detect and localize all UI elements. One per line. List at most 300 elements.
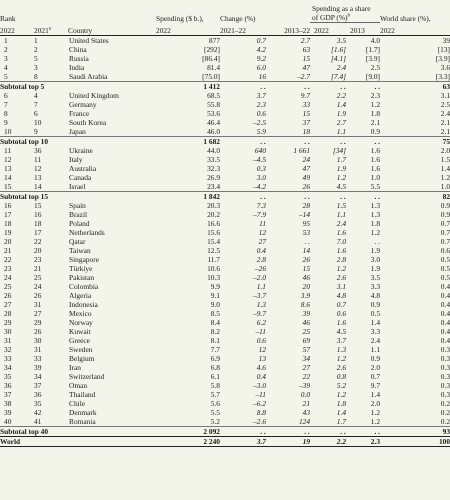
table-row (0, 54, 450, 63)
gdp-2022-cell: 1.9 (336, 109, 347, 118)
gdp-2013-cell: 2.1 (370, 118, 381, 127)
change-2021-22-cell: 6.0 (256, 63, 267, 72)
rank-2021-cell: 8 (34, 72, 38, 81)
spending-cell: 81.4 (207, 63, 221, 72)
rank-2021-cell: 33 (34, 354, 42, 363)
gdp-2022-cell: . . (310, 137, 346, 147)
change-2021-22-cell: 1.1 (256, 282, 267, 291)
gdp-2022-cell: 1.1 (336, 127, 347, 136)
gdp-2013-cell: 1.8 (370, 109, 381, 118)
gdp-2022-cell: 2.2 (336, 91, 347, 100)
gdp-2013-cell: 2.3 (346, 437, 380, 447)
rank-2021-cell: 29 (34, 318, 42, 327)
world-share-cell: [3.3] (435, 72, 450, 81)
change-2013-22-cell: 27 (302, 363, 311, 372)
gdp-2022-cell: 3.1 (336, 282, 347, 291)
table-row (0, 255, 450, 264)
gdp-2013-cell: 4.8 (370, 291, 381, 300)
gdp-2022-cell: [1.6] (331, 45, 347, 54)
rank-2022-cell: 28 (4, 309, 12, 318)
world-share-cell: 0.5 (440, 255, 450, 264)
gdp-2013-cell: [3.9] (365, 54, 381, 63)
change-2021-22-cell: –11 (255, 390, 267, 399)
rank-2022-cell: 11 (4, 146, 12, 155)
gdp-2013-cell: 1.9 (370, 246, 381, 255)
gdp-2022-cell: 1.6 (336, 246, 347, 255)
gdp-2013-cell: 1.2 (370, 228, 381, 237)
spending-cell: 53.6 (207, 109, 221, 118)
country-cell: Germany (69, 100, 97, 109)
change-2013-22-cell: 25 (302, 327, 311, 336)
rank-2021-cell: 37 (34, 381, 42, 390)
table-row (0, 246, 450, 255)
gdp-2022-cell: 1.9 (336, 164, 347, 173)
rank-2022-cell: 12 (4, 155, 12, 164)
row-label-cell: Subtotal top 15 (0, 192, 156, 202)
change-2021-22-cell: 7.3 (256, 201, 267, 210)
rank-2022-cell: 13 (4, 164, 12, 173)
change-2021-22-cell: –7.9 (253, 210, 267, 219)
row-label-cell: World (0, 437, 156, 447)
gdp-2022-cell: . . (310, 192, 346, 202)
rank-2021-cell: 20 (34, 246, 42, 255)
world-share-cell: 0.9 (440, 201, 450, 210)
country-cell: Ukraine (69, 146, 93, 155)
country-cell: Netherlands (69, 228, 105, 237)
change-2013-22-cell: 24 (302, 155, 311, 164)
gdp-2013-cell: . . (374, 237, 381, 246)
world-share-cell: 0.3 (440, 372, 450, 381)
spending-cell: 9.9 (210, 282, 221, 291)
table-row (0, 228, 450, 237)
rank-2021-cell: 3 (34, 63, 38, 72)
gdp-2022-cell: 2.8 (336, 255, 347, 264)
world-share-cell: 0.4 (440, 327, 450, 336)
world-share-cell: 0.4 (440, 318, 450, 327)
table-row (0, 417, 450, 427)
spending-cell: 10.6 (207, 264, 221, 273)
table-row (0, 381, 450, 390)
rank-2021-cell: 18 (34, 219, 42, 228)
change-2021-22-cell: 4.2 (256, 45, 267, 54)
change-2013-22-cell: 3.9 (300, 291, 311, 300)
rank-2021-cell: 36 (34, 146, 42, 155)
change-2021-22-cell: 6.2 (256, 318, 267, 327)
rank-header: Rank (0, 13, 16, 23)
country-cell: France (69, 109, 90, 118)
rank-2022-header: 2022 (0, 26, 15, 35)
spending-cell: 20.2 (207, 210, 221, 219)
country-cell: Mexico (69, 309, 92, 318)
table-row (0, 282, 450, 291)
change-2021-22-cell: 27 (258, 237, 267, 246)
change-2021-22-cell: –2.0 (253, 273, 267, 282)
rank-2022-cell: 35 (4, 372, 12, 381)
gdp-2013-cell: 1.6 (370, 146, 381, 155)
country-cell: India (69, 63, 85, 72)
rank-2021-cell: 31 (34, 345, 42, 354)
table-row (0, 210, 450, 219)
world-share-cell: 2.1 (440, 127, 450, 136)
rank-2022-cell: 1 (4, 36, 8, 45)
change-2013-22-cell: 46 (302, 318, 311, 327)
change-2021-22-cell: –3.0 (253, 381, 267, 390)
change-2013-22-cell: 124 (298, 417, 311, 426)
rank-2021-cell: 42 (34, 408, 42, 417)
table-row (0, 237, 450, 246)
country-cell: Spain (69, 201, 86, 210)
spending-cell: 55.8 (207, 100, 221, 109)
country-cell: Greece (69, 336, 90, 345)
country-cell: Thailand (69, 390, 96, 399)
change-2021-22-cell: 9.2 (256, 54, 267, 63)
change-2013-22-cell: 21 (302, 399, 311, 408)
change-2013-22-cell: 28 (302, 201, 311, 210)
table-row (0, 354, 450, 363)
spending-cell: 2 092 (156, 427, 220, 437)
subtotal-row (0, 427, 450, 437)
rank-2021-cell: 36 (34, 390, 42, 399)
rank-2022-cell: 20 (4, 237, 12, 246)
world-share-cell: 0.3 (440, 363, 450, 372)
table-row (0, 146, 450, 155)
rank-2021-cell: 2 (34, 45, 38, 54)
rank-2022-cell: 3 (4, 54, 8, 63)
gdp-2022-cell: 2.4 (336, 219, 347, 228)
gdp-2022-cell: 1.6 (336, 228, 347, 237)
rank-2022-cell: 30 (4, 327, 12, 336)
gdp-2013-header: 2013 (350, 26, 365, 35)
world-share-cell: 3.1 (440, 91, 450, 100)
spending-cell: 8.2 (210, 327, 221, 336)
spending-cell: 11.7 (207, 255, 221, 264)
world-share-cell: 75 (380, 137, 450, 147)
rank-2021-cell: 9 (34, 127, 38, 136)
country-cell: Indonesia (69, 300, 98, 309)
spending-cell: 9.1 (210, 291, 221, 300)
spending-cell: 5.7 (210, 390, 221, 399)
gdp-2013-cell: 1.0 (370, 173, 381, 182)
gdp-2013-cell: [9.0] (365, 72, 381, 81)
country-cell: Oman (69, 381, 88, 390)
rank-2021-cell: 14 (34, 182, 42, 191)
table-row (0, 164, 450, 173)
change-2013-22-cell: 46 (302, 273, 311, 282)
gdp-2022-cell: 7.0 (336, 237, 347, 246)
country-cell: Japan (69, 127, 86, 136)
gdp-2022-cell: [4.1] (331, 54, 347, 63)
gdp-2013-cell: 2.0 (370, 363, 381, 372)
gdp-2022-cell: 0.8 (336, 372, 347, 381)
world-share-cell: 82 (380, 192, 450, 202)
change-2021-22-cell: 0.6 (256, 336, 267, 345)
gdp-2013-cell: 2.5 (370, 63, 381, 72)
rank-2021-cell: 35 (34, 399, 42, 408)
spending-cell: 5.8 (210, 381, 221, 390)
change-2021-22-cell: 8.8 (256, 408, 267, 417)
row-label-cell: Subtotal top 5 (0, 82, 156, 92)
gdp-2022-cell: 1.7 (336, 417, 347, 426)
gdp-2022-header: 2022 (314, 26, 329, 35)
rank-2021-cell: 25 (34, 273, 42, 282)
world-share-cell: 0.4 (440, 291, 450, 300)
gdp-2022-cell: 2.2 (310, 437, 346, 447)
spending-cell: 23.4 (207, 182, 221, 191)
rank-2021-cell: 12 (34, 164, 42, 173)
spending-cell: 16.6 (207, 219, 221, 228)
rank-2022-cell: 17 (4, 210, 12, 219)
spending-cell: 9.0 (210, 300, 221, 309)
change-2013-22-cell: 57 (302, 345, 311, 354)
table-row (0, 118, 450, 127)
spending-cell: [75.0] (202, 72, 221, 81)
table-row (0, 372, 450, 381)
spending-cell: 6.8 (210, 363, 221, 372)
world-share-cell: 0.4 (440, 300, 450, 309)
rank-2022-cell: 19 (4, 228, 12, 237)
change-2021-22-cell: 16 (258, 72, 267, 81)
gdp-2022-cell: [7.4] (331, 72, 347, 81)
spending-cell: 33.5 (207, 155, 221, 164)
rank-2022-cell: 16 (4, 201, 12, 210)
gdp-2022-cell: 0.6 (336, 309, 347, 318)
change-2021-22-cell: 12 (258, 345, 267, 354)
change-2021-22-cell: 13 (258, 354, 267, 363)
spending-cell: 12.5 (207, 246, 221, 255)
rank-2022-cell: 36 (4, 381, 12, 390)
change-2021-22-cell: –4.2 (253, 182, 267, 191)
table-row (0, 109, 450, 118)
gdp-2022-cell: 1.3 (336, 345, 347, 354)
world-share-cell: 0.5 (440, 273, 450, 282)
country-header: Country (68, 26, 93, 35)
gdp-2022-cell: . . (310, 82, 346, 92)
rank-2021-cell: 27 (34, 309, 42, 318)
spending-cell: [292] (204, 45, 221, 54)
change-2013-22-cell: 26 (302, 182, 311, 191)
rank-2021-cell: 10 (34, 118, 42, 127)
table-row (0, 127, 450, 137)
country-cell: Algeria (69, 291, 92, 300)
change-2013-22-cell: . . (266, 137, 310, 147)
gdp-2013-cell: 9.7 (370, 381, 381, 390)
rank-2021-cell: 23 (34, 255, 42, 264)
rank-2021-cell: 34 (34, 372, 42, 381)
spending-cell: 1 412 (156, 82, 220, 92)
spending-cell: 32.3 (207, 164, 221, 173)
gdp-2013-cell: . . (346, 427, 380, 437)
country-cell: Belgium (69, 354, 95, 363)
table-row (0, 300, 450, 309)
rank-2021-cell: 17 (34, 228, 42, 237)
change-2013-22-cell: 53 (302, 228, 311, 237)
rank-2022-cell: 38 (4, 399, 12, 408)
world-share-cell: 2.5 (440, 100, 450, 109)
gdp-2013-cell: 1.6 (370, 164, 381, 173)
gdp-2022-cell: 1.4 (336, 408, 347, 417)
change-2021-22-cell: –11 (255, 327, 267, 336)
gdp-2013-cell: 1.8 (370, 219, 381, 228)
spending-cell: 20.3 (207, 201, 221, 210)
change-2021-22-cell: 11 (259, 219, 267, 228)
world-share-cell: 39 (442, 36, 450, 45)
world-share-cell: 0.2 (440, 417, 450, 426)
change-2013-22-cell: 69 (302, 336, 311, 345)
country-cell: China (69, 45, 87, 54)
spending-cell: 1 682 (156, 137, 220, 147)
change-2013-22-cell: 1 661 (293, 146, 311, 155)
table-row (0, 273, 450, 282)
gdp-2022-cell: 4.5 (336, 327, 347, 336)
rank-2021-cell: 13 (34, 173, 42, 182)
rank-2022-cell: 31 (4, 336, 12, 345)
table-row (0, 318, 450, 327)
table-row (0, 399, 450, 408)
rank-2021-cell: 30 (34, 336, 42, 345)
table-row (0, 91, 450, 100)
rank-2022-cell: 27 (4, 300, 12, 309)
table-row (0, 363, 450, 372)
world-share-cell: 0.4 (440, 336, 450, 345)
change-2013-22-cell: 49 (302, 173, 311, 182)
country-cell: Norway (69, 318, 93, 327)
gdp-2013-cell: 3.5 (370, 273, 381, 282)
world-share-cell: 0.5 (440, 264, 450, 273)
change-2021-22-cell: 2.8 (256, 255, 267, 264)
world-share-cell: 0.2 (440, 408, 450, 417)
country-cell: Singapore (69, 255, 99, 264)
spending-cell: 8.1 (210, 336, 221, 345)
change-2013-22-cell: . . (304, 237, 311, 246)
change-2021-22-cell: 0.7 (256, 36, 267, 45)
change-2013-22-cell: 15 (302, 109, 311, 118)
gdp-2022-cell: 1.2 (336, 390, 347, 399)
change-2021-22-cell: 1.3 (256, 300, 267, 309)
world-share-cell: 0.6 (440, 246, 450, 255)
change-2021-22-cell: . . (220, 427, 266, 437)
world-share-cell: 0.7 (440, 228, 450, 237)
table-row (0, 182, 450, 192)
change-2021-22-cell: –2.6 (253, 417, 267, 426)
rank-2021-cell: 24 (34, 282, 42, 291)
change-2013-22-cell: 20 (302, 282, 311, 291)
gdp-2013-cell: 2.4 (370, 336, 381, 345)
change-2021-22-cell: . . (220, 82, 266, 92)
change-2013-22-cell: . . (266, 427, 310, 437)
change-2013-22-cell: 47 (302, 63, 311, 72)
rank-2021-cell: 5 (34, 54, 38, 63)
rank-2021-cell: 16 (34, 210, 42, 219)
rank-2022-cell: 32 (4, 345, 12, 354)
change-2021-22-cell: 0.4 (256, 372, 267, 381)
table-row (0, 100, 450, 109)
world-total-row (0, 437, 450, 447)
gdp-2013-cell: 0.5 (370, 309, 381, 318)
gdp-2013-cell: 2.3 (370, 91, 381, 100)
rank-2021-cell: 11 (34, 155, 42, 164)
rank-2022-cell: 7 (4, 100, 8, 109)
change-2021-22-cell: –4.5 (253, 155, 267, 164)
rank-2022-cell: 33 (4, 354, 12, 363)
country-cell: Switzerland (69, 372, 105, 381)
world-share-cell: 63 (380, 82, 450, 92)
world-share-cell: [3.9] (435, 54, 450, 63)
country-cell: United Kingdom (69, 91, 119, 100)
gdp-2013-cell: 0.9 (370, 300, 381, 309)
change-2013-22-cell: 26 (302, 255, 311, 264)
change-2021-22-cell: –3.7 (253, 291, 267, 300)
spending-cell: 15.6 (207, 228, 221, 237)
world-share-cell: 0.2 (440, 399, 450, 408)
country-cell: Denmark (69, 408, 97, 417)
spending-cell: 46.0 (207, 127, 221, 136)
table-header (0, 0, 450, 36)
gdp-2022-cell: 1.4 (336, 100, 347, 109)
world-share-cell: 0.4 (440, 309, 450, 318)
gdp-2013-cell: 1.2 (370, 417, 381, 426)
rank-2022-cell: 22 (4, 255, 12, 264)
table-row (0, 36, 450, 46)
change-2021-22-cell: –6.2 (253, 399, 267, 408)
change-2021-22-cell: –9.7 (253, 309, 267, 318)
world-share-cell: 1.4 (440, 164, 450, 173)
world-share-cell: 0.9 (440, 210, 450, 219)
spending-cell: 5.2 (210, 417, 221, 426)
change-2013-22-cell: 14 (302, 246, 311, 255)
spending-cell: 2 240 (156, 437, 220, 447)
world-share-cell: 2.0 (440, 146, 450, 155)
change-2013-22-cell: 8.6 (300, 300, 311, 309)
change-2013-22-cell: 18 (302, 127, 311, 136)
world-share-cell: 0.3 (440, 354, 450, 363)
rank-2021-cell: 21 (34, 264, 42, 273)
country-cell: Chile (69, 399, 86, 408)
table-row (0, 390, 450, 399)
gdp-2013-cell: 0.9 (370, 354, 381, 363)
spending-cell: 6.1 (210, 372, 221, 381)
world-share-cell: 100 (380, 437, 450, 447)
country-cell: Colombia (69, 282, 99, 291)
change-2013-22-cell: 34 (302, 354, 311, 363)
gdp-2013-cell: . . (346, 192, 380, 202)
world-share-cell: 93 (380, 427, 450, 437)
rank-2022-cell: 29 (4, 318, 12, 327)
country-cell: Italy (69, 155, 83, 164)
country-cell: South Korea (69, 118, 107, 127)
rank-2021-cell: 22 (34, 237, 42, 246)
gdp-2013-cell: 1.3 (370, 201, 381, 210)
rank-2022-cell: 39 (4, 408, 12, 417)
change-2013-22-header: 2013–22 (284, 26, 311, 35)
gdp-2022-cell: 1.7 (336, 155, 347, 164)
spending-year-header: 2022 (156, 26, 171, 35)
country-cell: Saudi Arabia (69, 72, 108, 81)
gdp-2013-cell: 3.3 (370, 282, 381, 291)
table-row (0, 408, 450, 417)
table-row (0, 291, 450, 300)
rank-2022-cell: 6 (4, 91, 8, 100)
change-2021-22-cell: –26 (254, 264, 267, 273)
gdp-2022-cell: 2.4 (336, 63, 347, 72)
change-2013-22-cell: –14 (298, 210, 311, 219)
subtotal-row (0, 137, 450, 147)
change-2013-22-cell: 15 (302, 54, 311, 63)
spending-cell: 5.6 (210, 399, 221, 408)
spending-cell: 8.5 (210, 309, 221, 318)
change-2013-22-cell: 47 (302, 164, 311, 173)
rank-2022-cell: 18 (4, 219, 12, 228)
world-share-cell: 0.7 (440, 237, 450, 246)
